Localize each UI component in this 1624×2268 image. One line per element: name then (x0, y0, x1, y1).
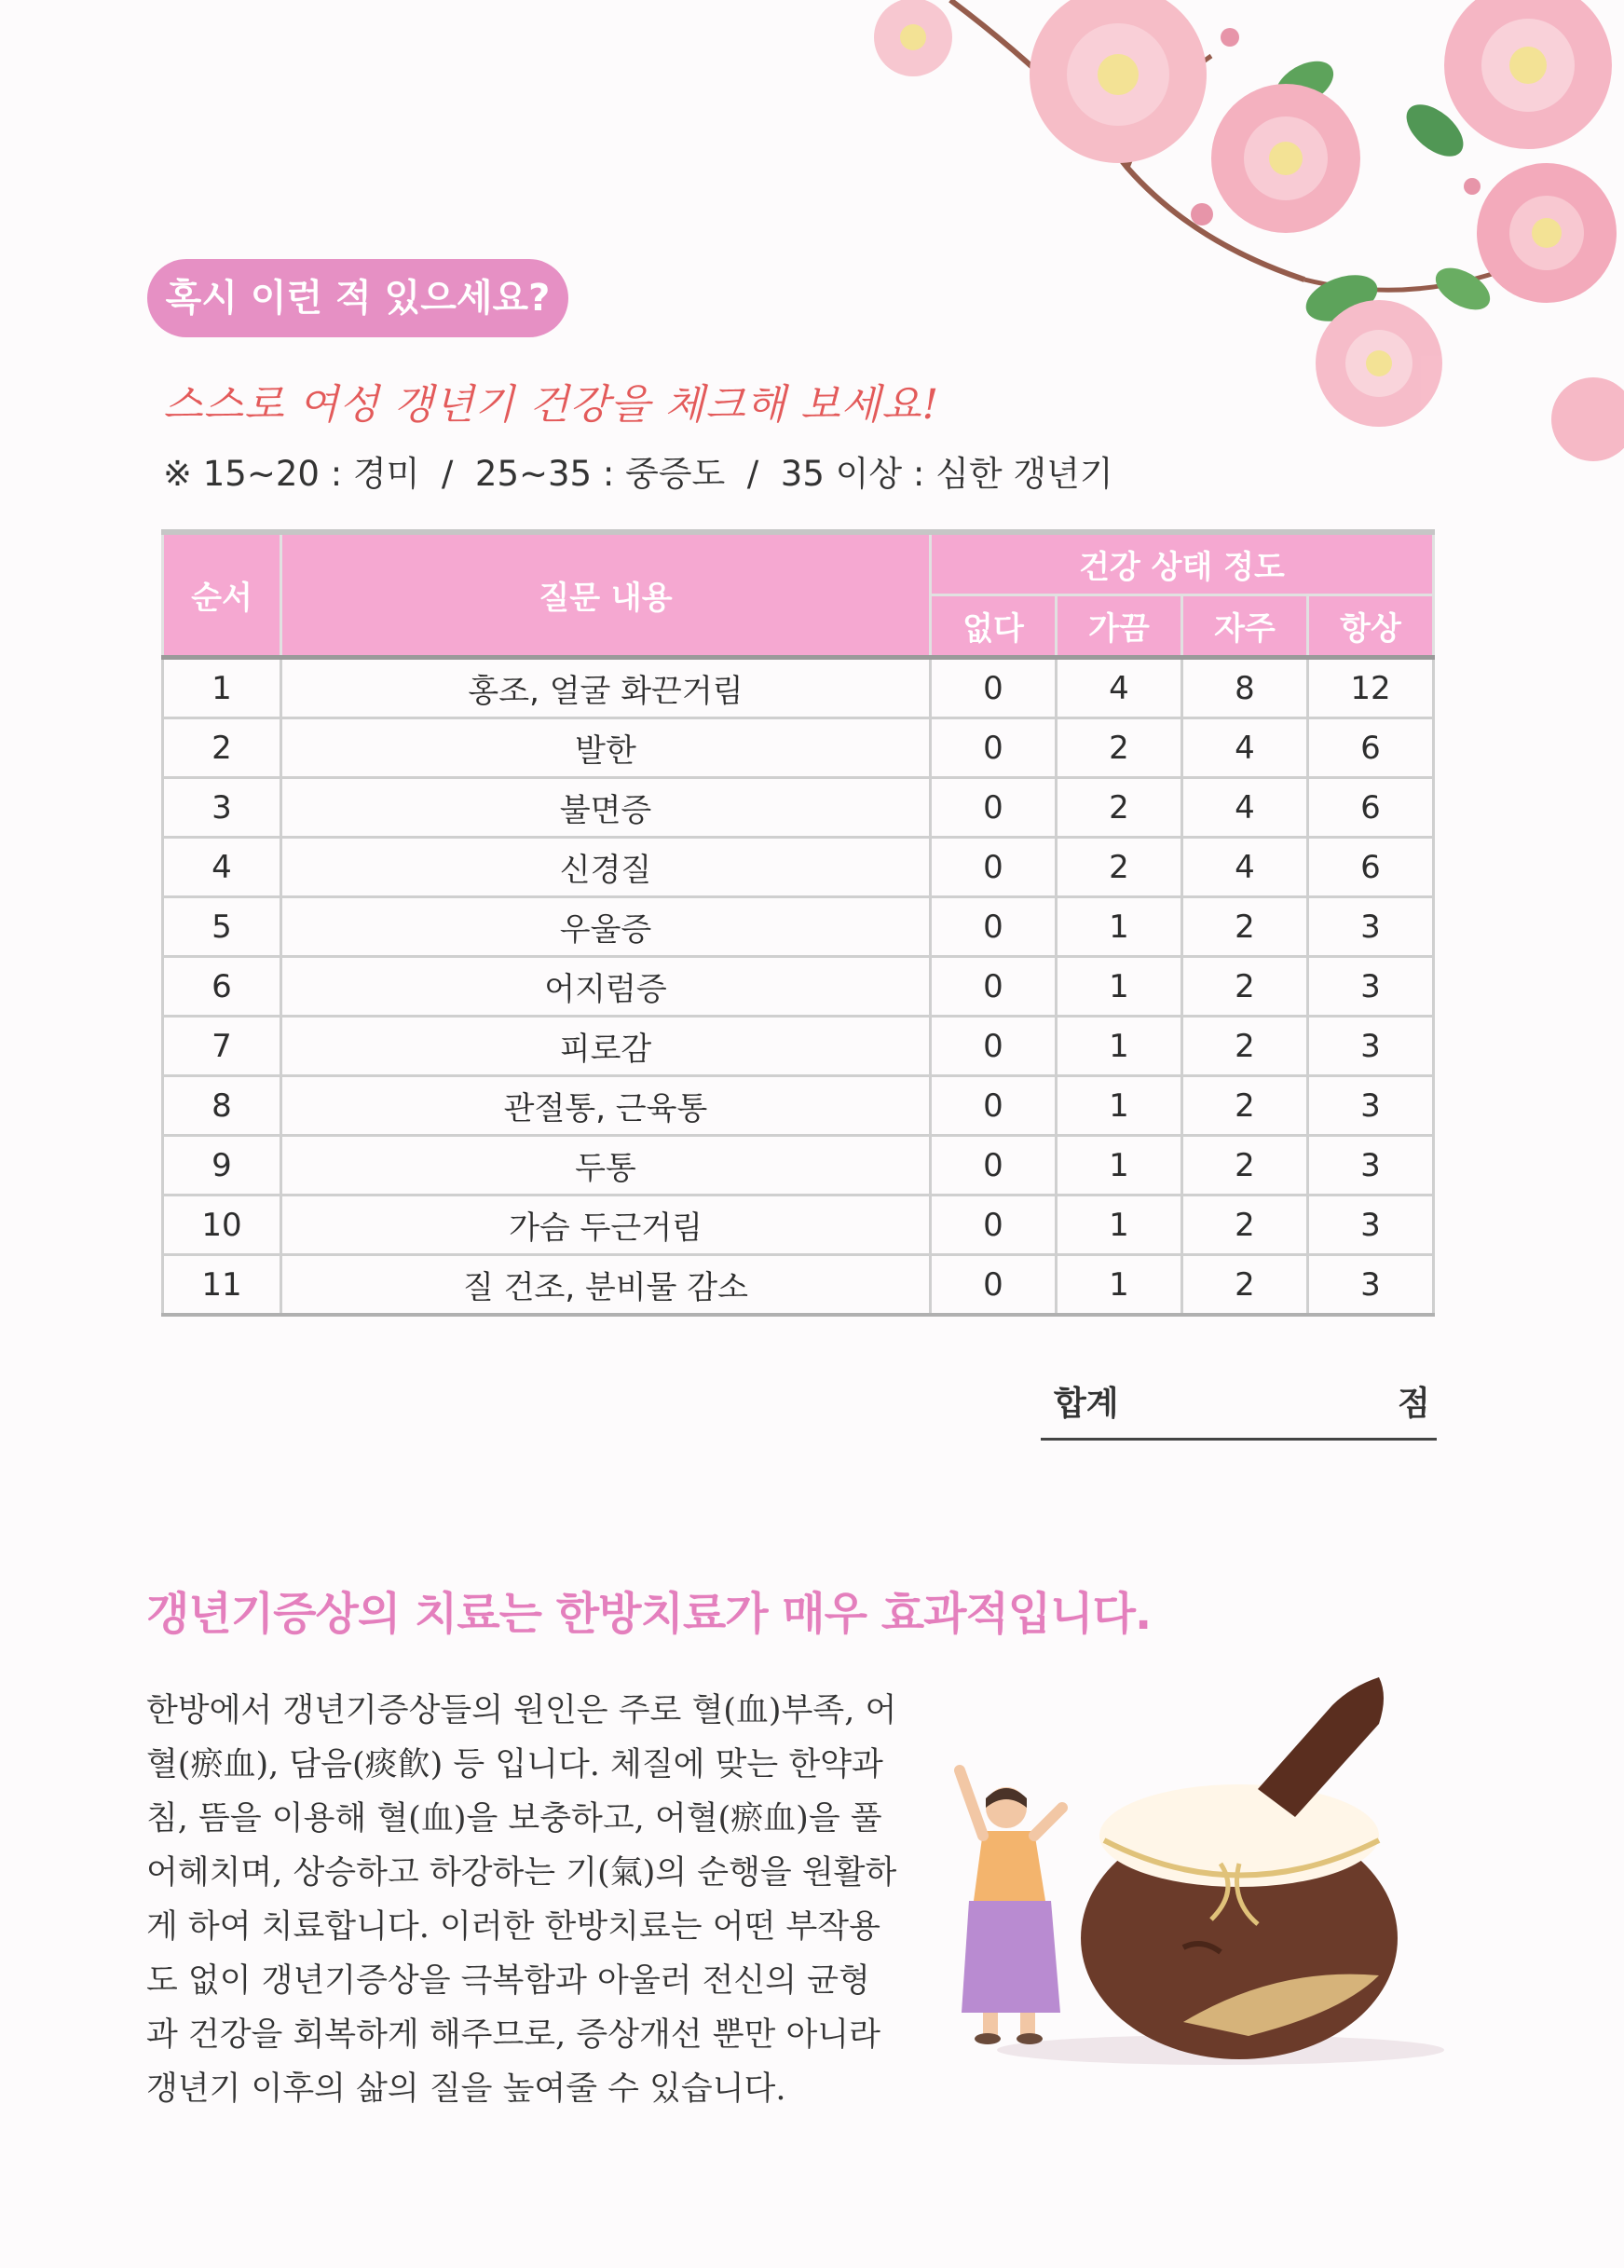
cherry-blossom-decoration (820, 0, 1624, 503)
score-often: 2 (1182, 957, 1308, 1017)
row-question: 관절통, 근육통 (281, 1076, 931, 1136)
menopause-checklist-table (161, 529, 1435, 1317)
row-number: 7 (163, 1017, 281, 1076)
score-always: 6 (1308, 718, 1434, 778)
row-question: 우울증 (281, 897, 931, 957)
score-sometimes: 1 (1057, 1017, 1182, 1076)
row-number: 5 (163, 897, 281, 957)
row-number: 8 (163, 1076, 281, 1136)
score-sometimes: 4 (1057, 658, 1182, 718)
section-badge: 혹시 이런 적 있으세요? (147, 259, 568, 337)
table-row (163, 897, 1434, 957)
table-row (163, 778, 1434, 838)
header-level-always: 항상 (1308, 595, 1434, 658)
paragraph-line: 갱년기 이후의 삶의 질을 높여줄 수 있습니다. (146, 2070, 786, 2108)
score-often: 4 (1182, 778, 1308, 838)
row-number: 4 (163, 838, 281, 897)
row-question: 발한 (281, 718, 931, 778)
score-none: 0 (931, 1195, 1057, 1255)
score-often: 2 (1182, 1195, 1308, 1255)
score-none: 0 (931, 838, 1057, 897)
table-row (163, 718, 1434, 778)
score-always: 3 (1308, 1017, 1434, 1076)
total-write-line (1041, 1438, 1437, 1441)
header-level-sometimes: 가끔 (1057, 595, 1182, 658)
score-always: 3 (1308, 957, 1434, 1017)
row-question: 어지럼증 (281, 957, 931, 1017)
score-none: 0 (931, 1017, 1057, 1076)
score-always: 12 (1308, 658, 1434, 718)
paragraph-line: 어헤치며, 상승하고 하강하는 기(氣)의 순행을 원활하 (146, 1854, 897, 1892)
header-level-often: 자주 (1182, 595, 1308, 658)
table-row (163, 957, 1434, 1017)
score-legend: ※ 15~20 : 경미 / 25~35 : 중증도 / 35 이상 : 심한 갱년기 (163, 454, 1113, 494)
score-always: 6 (1308, 778, 1434, 838)
row-question: 신경질 (281, 838, 931, 897)
score-always: 3 (1308, 1136, 1434, 1195)
header-status-group: 건강 상태 정도 (931, 532, 1434, 595)
row-number: 3 (163, 778, 281, 838)
paragraph-line: 게 하여 치료합니다. 이러한 한방치료는 어떤 부작용 (146, 1908, 880, 1946)
score-always: 3 (1308, 1195, 1434, 1255)
row-question: 두통 (281, 1136, 931, 1195)
score-always: 6 (1308, 838, 1434, 897)
score-sometimes: 1 (1057, 897, 1182, 957)
row-question: 가슴 두근거림 (281, 1195, 931, 1255)
score-always: 3 (1308, 1076, 1434, 1136)
total-label: 합계 (1054, 1385, 1119, 1423)
paragraph-line: 도 없이 갱년기증상을 극복함과 아울러 전신의 균형 (146, 1962, 870, 2000)
table-row (163, 1195, 1434, 1255)
total-unit: 점 (1398, 1385, 1430, 1423)
score-often: 2 (1182, 1255, 1308, 1316)
score-none: 0 (931, 1076, 1057, 1136)
treatment-heading: 갱년기증상의 치료는 한방치료가 매우 효과적입니다. (146, 1588, 1152, 1640)
score-sometimes: 2 (1057, 778, 1182, 838)
row-number: 6 (163, 957, 281, 1017)
header-level-none: 없다 (931, 595, 1057, 658)
header-question: 질문 내용 (281, 532, 931, 658)
row-number: 10 (163, 1195, 281, 1255)
score-sometimes: 1 (1057, 1255, 1182, 1316)
score-none: 0 (931, 658, 1057, 718)
score-often: 2 (1182, 1136, 1308, 1195)
score-none: 0 (931, 897, 1057, 957)
row-question: 피로감 (281, 1017, 931, 1076)
score-none: 0 (931, 1255, 1057, 1316)
subtitle-handwritten: 스스로 여성 갱년기 건강을 체크해 보세요! (163, 381, 940, 429)
paragraph-line: 침, 뜸을 이용해 혈(血)을 보충하고, 어혈(瘀血)을 풀 (146, 1800, 882, 1838)
row-number: 1 (163, 658, 281, 718)
table-row (163, 1255, 1434, 1316)
header-order: 순서 (163, 532, 281, 658)
row-question: 불면증 (281, 778, 931, 838)
score-often: 2 (1182, 897, 1308, 957)
score-none: 0 (931, 718, 1057, 778)
score-often: 4 (1182, 838, 1308, 897)
score-sometimes: 1 (1057, 1195, 1182, 1255)
row-question: 질 건조, 분비물 감소 (281, 1255, 931, 1316)
score-often: 2 (1182, 1076, 1308, 1136)
score-none: 0 (931, 778, 1057, 838)
score-often: 8 (1182, 658, 1308, 718)
herbal-pot-illustration (941, 1668, 1463, 2069)
row-number: 11 (163, 1255, 281, 1316)
score-sometimes: 1 (1057, 1136, 1182, 1195)
score-often: 4 (1182, 718, 1308, 778)
score-sometimes: 2 (1057, 838, 1182, 897)
row-question: 홍조, 얼굴 화끈거림 (281, 658, 931, 718)
row-number: 9 (163, 1136, 281, 1195)
score-always: 3 (1308, 897, 1434, 957)
score-none: 0 (931, 957, 1057, 1017)
table-row (163, 1076, 1434, 1136)
score-sometimes: 2 (1057, 718, 1182, 778)
table-row (163, 658, 1434, 718)
table-row (163, 1017, 1434, 1076)
table-row (163, 1136, 1434, 1195)
row-number: 2 (163, 718, 281, 778)
score-always: 3 (1308, 1255, 1434, 1316)
paragraph-line: 한방에서 갱년기증상들의 원인은 주로 혈(血)부족, 어 (146, 1692, 897, 1729)
treatment-paragraph (146, 1684, 910, 2116)
score-sometimes: 1 (1057, 957, 1182, 1017)
paragraph-line: 혈(瘀血), 담음(痰飮) 등 입니다. 체질에 맞는 한약과 (146, 1746, 883, 1783)
score-sometimes: 1 (1057, 1076, 1182, 1136)
score-often: 2 (1182, 1017, 1308, 1076)
table-row (163, 838, 1434, 897)
paragraph-line: 과 건강을 회복하게 해주므로, 증상개선 뿐만 아니라 (146, 2016, 880, 2054)
score-none: 0 (931, 1136, 1057, 1195)
